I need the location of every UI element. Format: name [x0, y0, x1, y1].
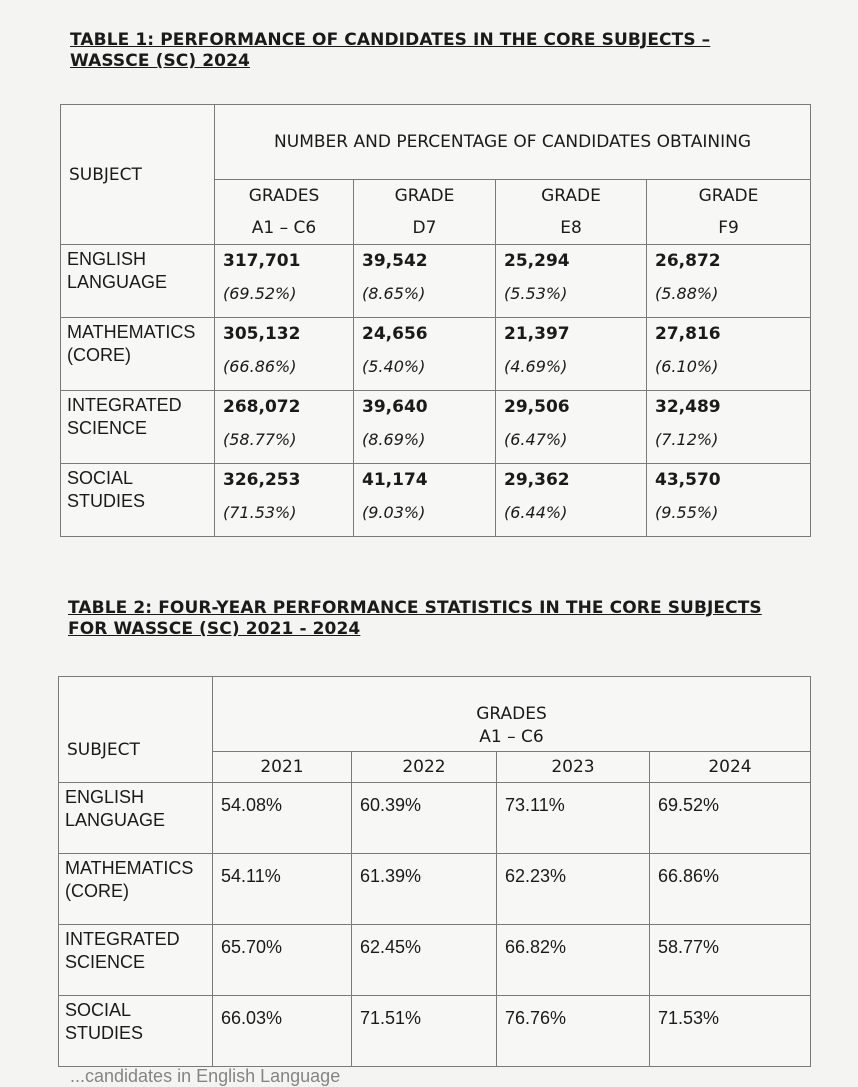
table-row — [59, 925, 811, 996]
percent-cell: 76.76% — [497, 996, 650, 1067]
grade-cell: 305,132 (66.86%) — [215, 318, 354, 391]
percent-cell: 66.03% — [213, 996, 352, 1067]
percent-cell: 54.08% — [213, 783, 352, 854]
table1-grade-header: GRADE E8 — [496, 180, 647, 245]
table-row — [61, 245, 811, 318]
grade-cell: 24,656 (5.40%) — [354, 318, 496, 391]
grade-cell: 317,701 (69.52%) — [215, 245, 354, 318]
percent-cell: 73.11% — [497, 783, 650, 854]
grade-cell: 29,506 (6.47%) — [496, 391, 647, 464]
table-row — [59, 854, 811, 925]
table-row — [61, 318, 811, 391]
subject-cell: INTEGRATED SCIENCE — [59, 925, 213, 996]
percent-cell: 66.86% — [650, 854, 811, 925]
grade-cell: 32,489 (7.12%) — [647, 391, 811, 464]
table1-main-header: NUMBER AND PERCENTAGE OF CANDIDATES OBTAINING — [215, 105, 811, 180]
table-row — [59, 783, 811, 854]
table2-subject-header: SUBJECT — [59, 677, 213, 783]
table2-title-line1: TABLE 2: FOUR-YEAR PERFORMANCE STATISTICS IN THE CORE SUBJECTS — [68, 598, 762, 618]
subject-cell: INTEGRATED SCIENCE — [61, 391, 215, 464]
year-header: 2024 — [650, 752, 811, 783]
table1-grade-header: GRADE F9 — [647, 180, 811, 245]
year-header: 2021 — [213, 752, 352, 783]
subject-cell: ENGLISH LANGUAGE — [61, 245, 215, 318]
table2-four-year-statistics — [58, 676, 811, 1067]
table2-title-line2: FOR WASSCE (SC) 2021 - 2024 — [68, 619, 361, 639]
percent-cell: 69.52% — [650, 783, 811, 854]
percent-cell: 62.45% — [352, 925, 497, 996]
grade-cell: 326,253 (71.53%) — [215, 464, 354, 537]
grade-cell: 21,397 (4.69%) — [496, 318, 647, 391]
year-header: 2023 — [497, 752, 650, 783]
percent-cell: 66.82% — [497, 925, 650, 996]
table-row — [59, 996, 811, 1067]
table-row — [61, 464, 811, 537]
subject-cell: ENGLISH LANGUAGE — [59, 783, 213, 854]
percent-cell: 61.39% — [352, 854, 497, 925]
grade-cell: 39,542 (8.65%) — [354, 245, 496, 318]
table1-subject-header: SUBJECT — [61, 105, 215, 245]
subject-cell: SOCIAL STUDIES — [61, 464, 215, 537]
percent-cell: 54.11% — [213, 854, 352, 925]
table1-title-line1: TABLE 1: PERFORMANCE OF CANDIDATES IN THE CORE SUBJECTS – — [70, 30, 711, 50]
table1-grade-header: GRADE D7 — [354, 180, 496, 245]
year-header: 2022 — [352, 752, 497, 783]
grade-cell: 268,072 (58.77%) — [215, 391, 354, 464]
table1-grade-header: GRADES A1 – C6 — [215, 180, 354, 245]
subject-cell: SOCIAL STUDIES — [59, 996, 213, 1067]
table-row — [61, 391, 811, 464]
percent-cell: 65.70% — [213, 925, 352, 996]
grade-cell: 26,872 (5.88%) — [647, 245, 811, 318]
table2-grades-header: GRADES A1 – C6 — [213, 677, 811, 752]
grade-cell: 25,294 (5.53%) — [496, 245, 647, 318]
table1-title-line2: WASSCE (SC) 2024 — [70, 51, 250, 71]
percent-cell: 58.77% — [650, 925, 811, 996]
percent-cell: 60.39% — [352, 783, 497, 854]
table1-core-subject-performance — [60, 104, 811, 537]
grade-cell: 43,570 (9.55%) — [647, 464, 811, 537]
percent-cell: 71.53% — [650, 996, 811, 1067]
table2-title — [68, 598, 762, 640]
table1-title — [70, 30, 710, 72]
subject-cell: MATHEMATICS (CORE) — [61, 318, 215, 391]
grade-cell: 41,174 (9.03%) — [354, 464, 496, 537]
grade-cell: 39,640 (8.69%) — [354, 391, 496, 464]
grade-cell: 29,362 (6.44%) — [496, 464, 647, 537]
grade-cell: 27,816 (6.10%) — [647, 318, 811, 391]
subject-cell: MATHEMATICS (CORE) — [59, 854, 213, 925]
cutoff-paragraph: ...candidates in English Language — [70, 1066, 341, 1086]
percent-cell: 62.23% — [497, 854, 650, 925]
percent-cell: 71.51% — [352, 996, 497, 1067]
